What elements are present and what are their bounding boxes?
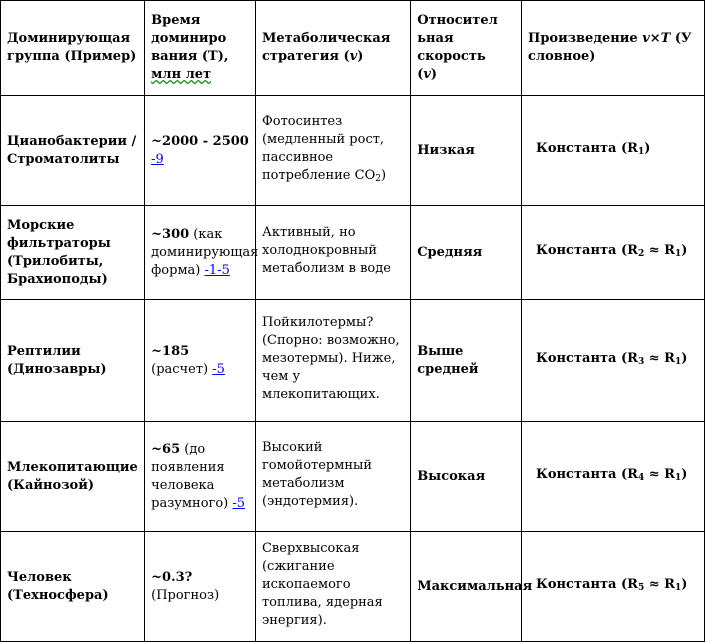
header-speed <box>411 1 522 96</box>
strategy-text: Активный, но холоднокровный метаболизм в воде <box>261 225 391 276</box>
table-row <box>1 532 705 642</box>
cell-time <box>145 422 256 532</box>
cell-speed <box>411 300 522 422</box>
group-text: Человек (Техносфера) <box>7 569 109 603</box>
cell-group <box>1 96 145 206</box>
cell-group <box>1 206 145 300</box>
product-post: ) <box>681 243 688 258</box>
header-product <box>522 1 705 96</box>
header-strategy <box>255 1 410 96</box>
cell-strategy <box>255 300 410 422</box>
speed-text: Низкая <box>417 142 475 158</box>
header-speed-l5: ) <box>430 67 438 82</box>
cell-group <box>1 532 145 642</box>
cell-strategy <box>255 532 410 642</box>
header-strategy-l2: стратегия ( <box>261 49 350 64</box>
cell-strategy <box>255 96 410 206</box>
time-note: (как доминирующая форма) <box>151 226 259 278</box>
reference-link[interactable]: -5 <box>212 361 225 377</box>
header-time-l2: доминиро <box>151 31 227 46</box>
time-value: ~300 <box>151 226 190 242</box>
cell-time <box>145 300 256 422</box>
cell-time <box>145 96 256 206</box>
header-product-l1: Произведение <box>528 31 643 46</box>
header-time-l1: Время <box>151 13 201 28</box>
reference-link[interactable]: -1-5 <box>204 262 230 278</box>
time-note: (Прогноз) <box>151 587 220 603</box>
header-strategy-l1: Метаболическая <box>261 31 391 46</box>
cell-group <box>1 422 145 532</box>
table-row <box>1 96 705 206</box>
product-subscript: 1 <box>637 147 645 157</box>
product-subscript-2: 1 <box>674 357 682 367</box>
product-pre: Константа (R <box>536 141 638 156</box>
group-text: Млекопитающие (Кайнозой) <box>7 459 138 493</box>
strategy-text: Фотосинтез (медленный рост, пассивное потребление CO <box>261 114 385 183</box>
product-pre: Константа (R <box>536 577 638 592</box>
time-value: ~2000 - 2500 <box>151 133 249 149</box>
header-strategy-l3: ) <box>357 49 364 64</box>
cell-strategy <box>255 422 410 532</box>
product-subscript-2: 1 <box>674 583 682 593</box>
time-note: (расчет) <box>151 361 213 377</box>
header-group <box>1 1 145 96</box>
cell-product <box>522 532 705 642</box>
cell-product <box>522 300 705 422</box>
product-mid: ≈ R <box>644 467 675 482</box>
speed-text: Выше средней <box>417 343 479 377</box>
product-pre: Константа (R <box>536 351 638 366</box>
product-post: ) <box>644 141 651 156</box>
cell-time <box>145 206 259 300</box>
speed-text: Средняя <box>417 244 483 260</box>
header-group-text: Доминирующая группа (Пример) <box>7 31 137 64</box>
product-subscript: 2 <box>637 249 645 259</box>
product-subscript: 4 <box>637 473 645 483</box>
header-product-l2: (У <box>670 31 692 46</box>
product-subscript-2: 1 <box>674 249 682 259</box>
cell-speed <box>411 422 522 532</box>
product-mid: ≈ R <box>644 577 675 592</box>
strategy-subscript: 2 <box>375 174 381 184</box>
strategy-text: Сверхвысокая (сжигание ископаемого топлива, ядерная энергия). <box>261 541 383 628</box>
header-product-var: v×T <box>642 31 671 46</box>
time-value: ~0.3? <box>151 569 193 585</box>
time-note: (до появления человека разумного) <box>151 441 233 511</box>
header-speed-l4: ( <box>417 67 424 82</box>
header-product-l3: словное) <box>528 49 596 64</box>
group-text: Цианобактерии / Строматолиты <box>7 133 137 167</box>
product-mid: ≈ R <box>644 243 675 258</box>
header-speed-l2: ьная <box>417 31 454 46</box>
reference-link[interactable]: -5 <box>232 495 246 511</box>
cell-product <box>522 206 705 300</box>
cell-group <box>1 300 145 422</box>
header-time-l4: млн лет <box>151 67 212 82</box>
table-row <box>1 300 705 422</box>
strategy-tail: ) <box>380 168 387 183</box>
product-mid: ≈ R <box>644 351 675 366</box>
speed-text: Максимальная <box>417 578 533 594</box>
product-post: ) <box>681 577 688 592</box>
speed-text: Высокая <box>417 468 486 484</box>
time-value: ~185 <box>151 343 190 359</box>
group-text: Морские фильтраторы (Трилобиты, Брахиоподы) <box>7 217 111 287</box>
cell-speed <box>411 532 533 642</box>
header-row <box>1 1 705 96</box>
table-row <box>1 422 705 532</box>
group-text: Рептилии (Динозавры) <box>7 343 107 377</box>
header-time-l3: вания (T), <box>151 49 229 64</box>
product-pre: Константа (R <box>536 243 638 258</box>
cell-speed <box>411 206 522 300</box>
cell-time <box>145 532 256 642</box>
product-subscript-2: 1 <box>674 473 682 483</box>
header-speed-l1: Относител <box>417 13 498 28</box>
table-row <box>1 206 705 300</box>
header-speed-l3: скорость <box>417 49 486 64</box>
header-speed-var: v <box>423 67 431 82</box>
product-subscript: 5 <box>637 583 645 593</box>
strategy-text: Высокий гомойотермный метаболизм (эндотермия). <box>261 440 373 509</box>
strategy-text: Пойкилотермы? (Спорно: возможно, мезотермы). Ниже, чем у млекопитающих. <box>261 315 400 402</box>
time-value: ~65 <box>151 441 181 457</box>
product-post: ) <box>681 351 688 366</box>
cell-product <box>522 96 705 206</box>
product-pre: Константа (R <box>536 467 638 482</box>
cell-product <box>522 422 705 532</box>
cell-speed <box>411 96 522 206</box>
product-post: ) <box>681 467 688 482</box>
header-time <box>145 1 256 96</box>
cell-strategy <box>255 206 410 300</box>
reference-link[interactable]: -9 <box>151 151 164 167</box>
product-subscript: 3 <box>637 357 645 367</box>
header-strategy-var: v <box>349 49 358 64</box>
